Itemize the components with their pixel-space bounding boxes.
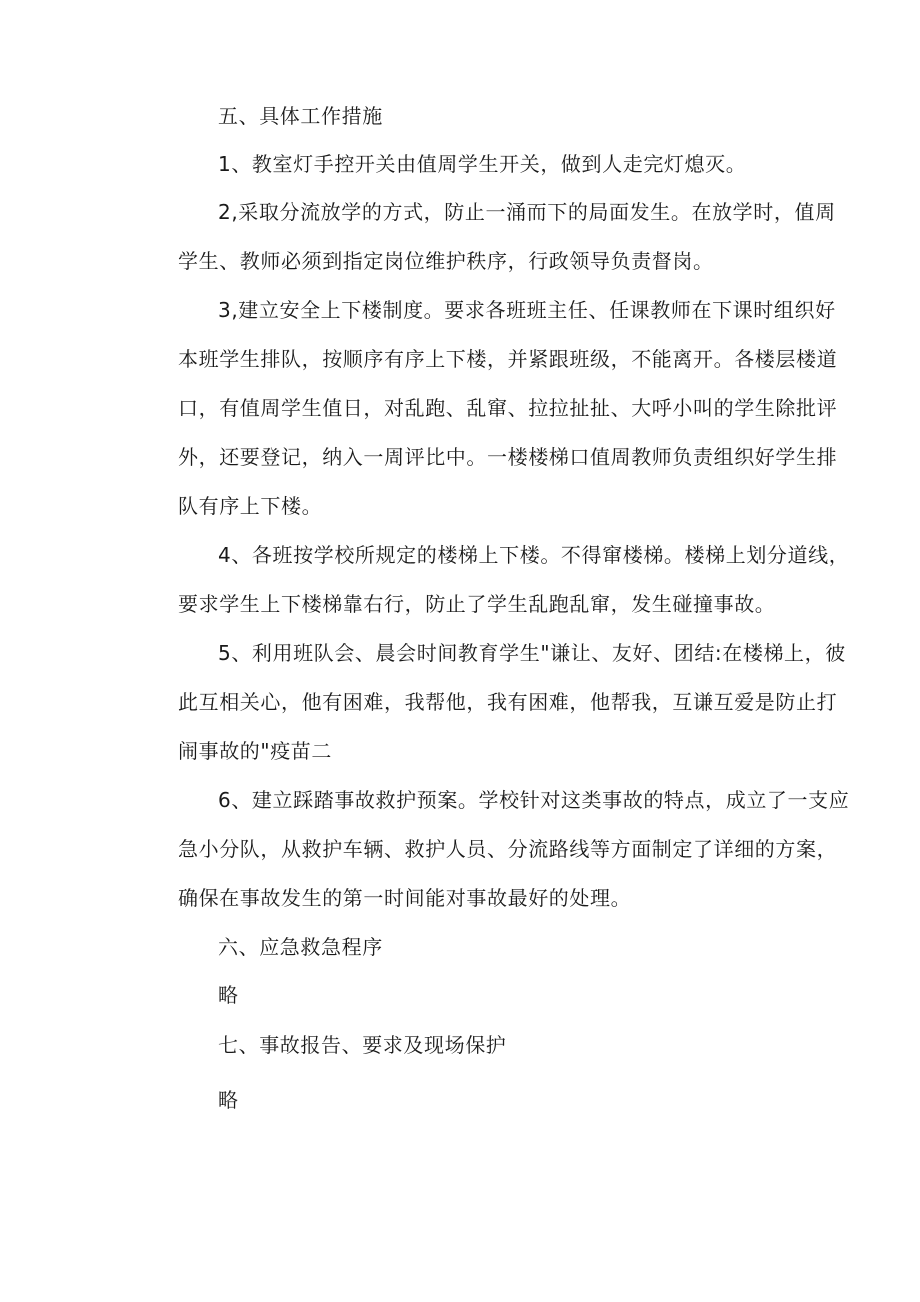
text-line: 6、建立踩踏事故救护预案。学校针对这类事故的特点，成立了一支应 [218, 788, 850, 812]
section-heading-five [138, 92, 383, 141]
section-six-body [138, 971, 239, 1020]
text-line: 3,建立安全上下楼制度。要求各班班主任、任课教师在下课时组织好 [218, 298, 836, 322]
text-line: 此互相关心，他有困难，我帮他，我有困难，他帮我，互谦互爱是防止打 [178, 690, 838, 714]
paragraph-3 [138, 286, 837, 531]
text-line: 外，还要登记，纳入一周评比中。一楼楼梯口值周教师负责组织好学生排 [178, 445, 838, 469]
text-line: 略 [218, 1088, 239, 1112]
text-line: 要求学生上下楼梯靠右行，防止了学生乱跑乱窜，发生碰撞事故。 [178, 592, 776, 616]
text-line: 确保在事故发生的第一时间能对事故最好的处理。 [178, 886, 632, 910]
section-heading-six [138, 923, 383, 972]
text-line: 略 [218, 983, 239, 1007]
text-line: 口，有值周学生值日，对乱跑、乱窜、拉拉扯扯、大呼小叫的学生除批评 [178, 396, 838, 420]
text-line: 学生、教师必须到指定岗位维护秩序，行政领导负责督岗。 [178, 249, 714, 273]
paragraph-6 [138, 776, 849, 923]
text-line: 4、各班按学校所规定的楼梯上下楼。不得窜楼梯。楼梯上划分道线， [218, 543, 850, 567]
text-line: 1、教室灯手控开关由值周学生开关，做到人走完灯熄灭。 [218, 152, 747, 176]
text-line: 五、具体工作措施 [218, 104, 383, 128]
text-line: 急小分队，从救护车辆、救护人员、分流路线等方面制定了详细的方案， [178, 837, 838, 861]
text-line: 队有序上下楼。 [178, 494, 323, 518]
text-line: 2,采取分流放学的方式，防止一涌而下的局面发生。在放学时，值周 [218, 200, 836, 224]
paragraph-2 [138, 188, 836, 286]
text-line: 闹事故的"疫苗二 [178, 739, 332, 763]
text-line: 七、事故报告、要求及现场保护 [218, 1033, 507, 1057]
paragraph-5 [138, 629, 846, 776]
section-heading-seven [138, 1021, 506, 1070]
text-line: 本班学生排队，按顺序有序上下楼，并紧跟班级，不能离开。各楼层楼道 [178, 347, 838, 371]
section-seven-body [138, 1076, 239, 1125]
paragraph-4 [138, 531, 849, 629]
text-line: 5、利用班队会、晨会时间教育学生"谦让、友好、团结:在楼梯上，彼 [218, 641, 846, 665]
text-line: 六、应急救急程序 [218, 935, 383, 959]
paragraph-1 [138, 140, 746, 189]
